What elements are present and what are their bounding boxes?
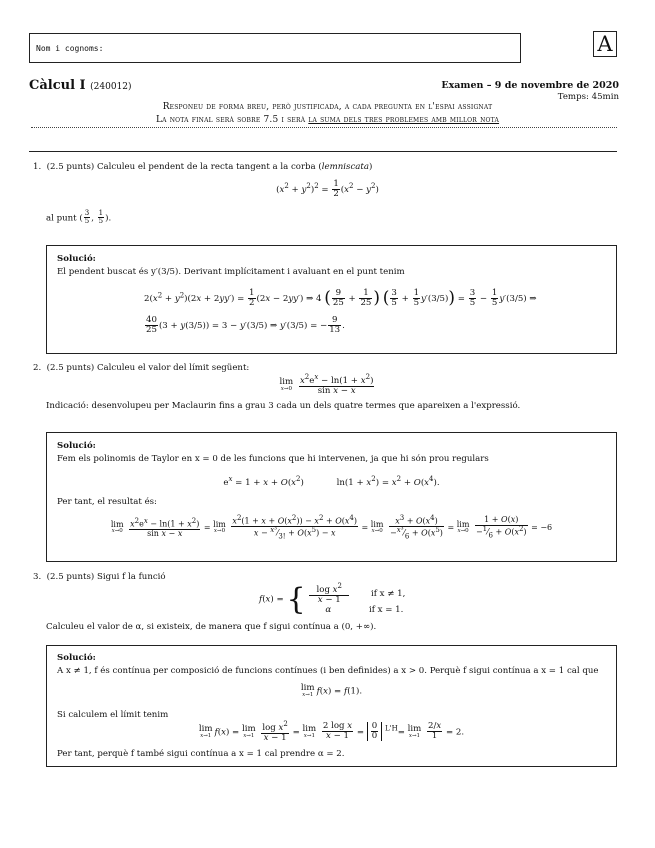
- problem-3-number: 3.: [33, 572, 42, 582]
- name-field[interactable]: [29, 33, 521, 63]
- solution-2-taylor: $e^x = 1 + x + O(x^2)$ $\ln(1 + x^2) = x^2 + O(x^4)$.: [223, 475, 440, 488]
- problem-1-text: Calculeu el pendent de la recta tangent a la corba (: [96, 162, 322, 172]
- solution-1-box: [46, 245, 617, 354]
- exam-date: Examen – 9 de novembre de 2020: [441, 80, 619, 91]
- problem-1-points: (2.5 punts): [46, 162, 95, 172]
- problem-1-text-end: ): [368, 162, 373, 172]
- problem-1-number: 1.: [33, 162, 42, 172]
- problem-1-equation: $(x^2 + y^2)^2$ = $\frac{1}{2}$ $(x^2 - y^2)$: [276, 179, 379, 200]
- problem-3-function: f(x) = { $\frac{\log x^2}{x - 1}$ if x ≠ 1, α if x = 1.: [259, 582, 406, 617]
- instruction-line-2-text: La nota final serà sobre 7.5 i serà: [155, 115, 306, 125]
- exam-version-letter: A: [593, 31, 617, 57]
- problem-2-points: (2.5 punts): [46, 363, 95, 373]
- solution-2-result: lim x→0 $\frac{x^2e^x - \ln(1 + x^2)}{\text{sin x − x}}$ = lim x→0 $\frac{x^2(1 + x + O(x^2)) - x^2 + O(x^4)}{x - ^{x^3}⁄_{3!} + O(x^5) - x}$ = lim x→0 $\frac{x^3 + O(x^4)}{-^{x^3}⁄_6 + O(x^5)}$ = lim x→0 $\frac{1 + O(x)}{-^1⁄_6 + O(x^2)}$ = −6: [110, 514, 553, 541]
- solution-3-condition: lim x→1 f(x) = f(1).: [300, 683, 363, 698]
- solution-1-title: Solució:: [57, 254, 96, 264]
- course-code: (240012): [90, 82, 132, 92]
- problem-2-statement: [33, 363, 249, 374]
- problem-2-number: 2.: [33, 363, 42, 373]
- problem-3-case-1: if x ≠ 1,: [371, 589, 406, 600]
- solution-3-limit: lim x→1 f(x) = lim x→1 $\frac{\log x^2}{x - 1}$ = lim x→1 $\frac{\text{2 log x}}{x - 1}$ = $\frac{0}{0}$ $^{L'H}$= lim x→1 $\frac{2/x}{1}$ = 2.: [198, 720, 465, 743]
- instruction-line-2: [0, 115, 655, 125]
- solution-2-text-1: Fem els polinomis de Taylor en x = 0 de les funcions que hi intervenen, ja que hi són prou regulars: [57, 454, 489, 464]
- problem-2-text: Calculeu el valor del límit següent:: [96, 363, 250, 373]
- solution-2-box: [46, 432, 617, 562]
- problem-1-point-text: al punt: [46, 213, 77, 224]
- solution-3-title: Solució:: [57, 653, 96, 663]
- solution-3-box: [46, 645, 617, 767]
- solution-3-text-2: Si calculem el límit tenim: [57, 710, 169, 720]
- problem-3-question: Calculeu el valor de α, si existeix, de manera que f sigui contínua a (0, +∞).: [46, 622, 377, 632]
- dotted-separator: [31, 127, 617, 128]
- solution-2-title: Solució:: [57, 441, 96, 451]
- problem-1-curve-name: lemniscata: [321, 162, 369, 172]
- solution-2-text-2: Per tant, el resultat és:: [57, 497, 157, 507]
- problem-3-points: (2.5 punts): [46, 572, 95, 582]
- solution-3-text-1: A x ≠ 1, f és contínua per composició de funcions contínues (i ben definides) a x > 0. Perquè f sigui contínua a x = 1 cal que: [57, 666, 599, 676]
- course-title-text: Càlcul I: [29, 78, 86, 93]
- problem-3-case-2: if x = 1.: [369, 605, 404, 615]
- exam-time: Temps: 45min: [557, 92, 619, 102]
- solution-1-derivation-line-1: $2(x^2 + y^2)(2x + 2yy')$ = $\frac{1}{2}$ (2x − 2yy′) ⇒ 4 ( $\frac{9}{25}$ + $\frac{1}{25}$ ) ( $\frac{3}{5}$ + $\frac{1}{5}$ y′(3/5)) = $\frac{3}{5}$ − $\frac{1}{5}$ y′(3/5) ⇒: [144, 288, 537, 309]
- course-title: [29, 78, 132, 93]
- instruction-line-2-underlined: la suma dels tres problemes amb millor nota: [308, 115, 500, 125]
- problem-3-text: Sigui f la funció: [96, 572, 166, 582]
- problem-2-limit: lim x→0 $\frac{x^2e^x - \ln(1 + x^2)}{\text{sin x − x}}$: [279, 373, 374, 396]
- header-rule: [29, 151, 617, 152]
- problem-3-statement: [33, 572, 166, 583]
- instruction-line-1: Responeu de forma breu, però justificada, a cada pregunta en l'espai assignat: [162, 102, 493, 112]
- solution-1-derivation-line-2: $\frac{40}{25}$ (3 + y(3/5)) = 3 − y′(3/5) ⇒ y′(3/5) = − $\frac{9}{13}$ .: [146, 315, 345, 336]
- problem-1-point: al punt ( $\frac{3}{5}$ , $\frac{1}{5}$ ).: [46, 209, 112, 226]
- solution-1-text: El pendent buscat és y′(3/5). Derivant implícitament i avaluant en el punt tenim: [57, 267, 405, 277]
- problem-1-statement: [33, 162, 372, 173]
- problem-2-hint: Indicació: desenvolupeu per Maclaurin fins a grau 3 cada un dels quatre termes que apareixen a l'expressió.: [46, 401, 521, 411]
- solution-3-text-3: Per tant, perquè f també sigui contínua a x = 1 cal prendre α = 2.: [57, 749, 345, 759]
- name-label: Nom i cognoms:: [36, 44, 104, 53]
